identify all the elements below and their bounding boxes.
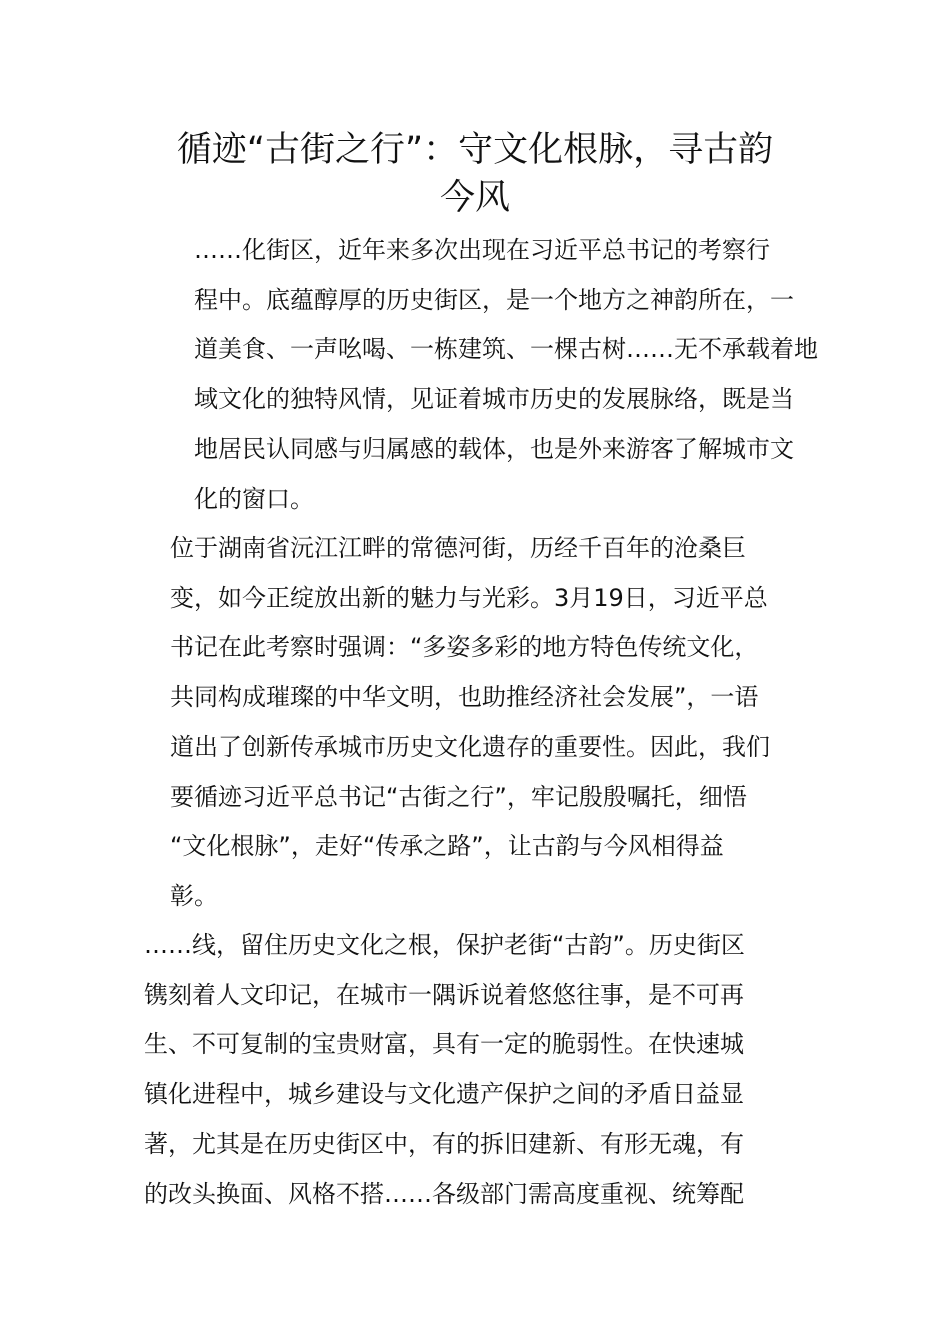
- title-line-2: 今风: [439, 178, 510, 218]
- paragraph-line: ……化街区，近年来多次出现在习近平总书记的考察行: [194, 236, 770, 264]
- paragraph-line: 地居民认同感与归属感的载体，也是外来游客了解城市文: [194, 434, 794, 463]
- paragraph-line: 位于湖南省沅江江畔的常德河街，历经千百年的沧桑巨: [170, 534, 746, 562]
- paragraph-line: 书记在此考察时强调：“多姿多彩的地方特色传统文化，: [170, 633, 759, 662]
- paragraph-3: [144, 921, 806, 1219]
- paragraph-line: 化的窗口。: [194, 484, 314, 513]
- paragraph-2: [144, 524, 806, 922]
- paragraph-line: 要循迹习近平总书记“古街之行”，牢记殷殷嘱托，细悟: [170, 782, 747, 811]
- paragraph-line: 道出了创新传承城市历史文化遗存的重要性。因此，我们: [170, 732, 770, 761]
- paragraph-line: “文化根脉”，走好“传承之路”，让古韵与今风相得益: [170, 832, 724, 861]
- paragraph-line: 著，尤其是在历史街区中，有的拆旧建新、有形无魂，有: [144, 1129, 744, 1158]
- paragraph-line: 程中。底蕴醇厚的历史街区，是一个地方之神韵所在，一: [194, 285, 794, 314]
- paragraph-line: 道美食、一声吆喝、一栋建筑、一棵古树……无不承载着地: [194, 335, 818, 364]
- paragraph-line: 镌刻着人文印记，在城市一隅诉说着悠悠往事，是不可再: [144, 980, 744, 1009]
- paragraph-line: 的改头换面、风格不搭……各级部门需高度重视、统筹配: [144, 1179, 744, 1208]
- paragraph-1: [144, 226, 818, 524]
- paragraph-line: 变，如今正绽放出新的魅力与光彩。3月19日，习近平总: [170, 583, 768, 612]
- paragraph-line: 生、不可复制的宝贵财富，具有一定的脆弱性。在快速城: [144, 1030, 744, 1059]
- paragraph-line: 镇化进程中，城乡建设与文化遗产保护之间的矛盾日益显: [144, 1080, 744, 1109]
- paragraph-line: 域文化的独特风情，见证着城市历史的发展脉络，既是当: [194, 385, 794, 414]
- paragraph-line: 共同构成璀璨的中华文明，也助推经济社会发展”，一语: [170, 683, 759, 712]
- document-title: [100, 126, 850, 222]
- title-line-1: 循迹“古街之行”：守文化根脉，寻古韵: [176, 130, 774, 170]
- paragraph-line: ……线，留住历史文化之根，保护老街“古韵”。历史街区: [144, 931, 745, 959]
- paragraph-line: 彰。: [170, 881, 218, 910]
